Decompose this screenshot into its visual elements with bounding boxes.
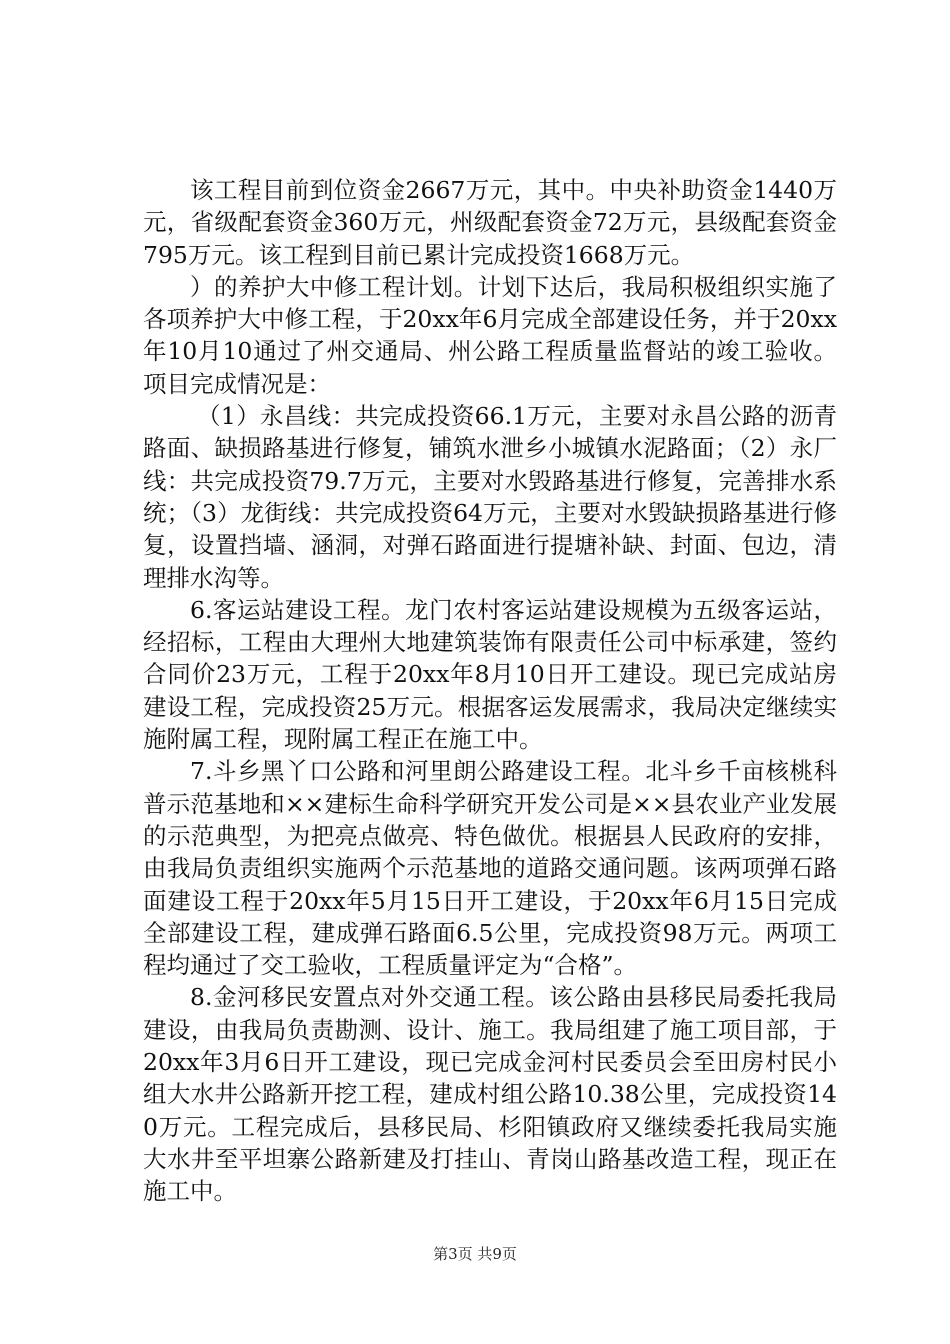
paragraph-funding: 该工程目前到位资金2667万元，其中。中央补助资金1440万元，省级配套资金360万元，州级配套资金72万元，县级配套资金795万元。该工程到目前已累计完成投资1668万元。 xyxy=(143,176,837,269)
paragraph-bus-station: 6.客运站建设工程。龙门农村客运站建设规模为五级客运站，经招标，工程由大理州大地建筑装饰有限责任公司中标承建，签约合同价23万元，工程于20xx年8月10日开工建设。现已完成站房建设工程，完成投资25万元。根据客运发展需求，我局决定继续实施附属工程，现附属工程正在施工中。 xyxy=(143,595,837,754)
page-number: 第3页 共9页 xyxy=(433,1245,517,1263)
paragraph-route-details: （1）永昌线：共完成投资66.1万元，主要对永昌公路的沥青路面、缺损路基进行修复，铺筑水泄乡小城镇水泥路面；（2）永厂线：共完成投资79.7万元，主要对水毁路基进行修复，完善排水系统；（3）龙街线：共完成投资64万元，主要对水毁缺损路基进行修复，设置挡墙、涵洞，对弹石路面进行提塘补缺、封面、包边，清理排水沟等。 xyxy=(143,402,837,592)
paragraph-resettlement-road: 8.金河移民安置点对外交通工程。该公路由县移民局委托我局建设，由我局负责勘测、设计、施工。我局组建了施工项目部，于20xx年3月6日开工建设，现已完成金河村民委员会至田房村民小组大水井公路新开挖工程，建成村组公路10.38公里，完成投资140万元。工程完成后，县移民局、杉阳镇政府又继续委托我局实施大水井至平坦寨公路新建及打挂山、青岗山路基改造工程，现正在施工中。 xyxy=(143,983,837,1206)
paragraph-demo-base-roads: 7.斗乡黑丫口公路和河里朗公路建设工程。北斗乡千亩核桃科普示范基地和××建标生命科学研究开发公司是××县农业产业发展的示范典型，为把亮点做亮、特色做优。根据县人民政府的安排，由我局负责组织实施两个示范基地的道路交通问题。该两项弹石路面建设工程于20xx年5月15日开工建设，于20xx年6月15日完成全部建设工程，建成弹石路面6.5公里，完成投资98万元。两项工程均通过了交工验收，工程质量评定为“合格”。 xyxy=(143,757,837,980)
paragraph-maintenance-plan: ）的养护大中修工程计划。计划下达后，我局积极组织实施了各项养护大中修工程，于20xx年6月完成全部建设任务，并于20xx年10月10通过了州交通局、州公路工程质量监督站的竣工验收。项目完成情况是： xyxy=(143,272,837,398)
document-body xyxy=(143,174,837,1208)
